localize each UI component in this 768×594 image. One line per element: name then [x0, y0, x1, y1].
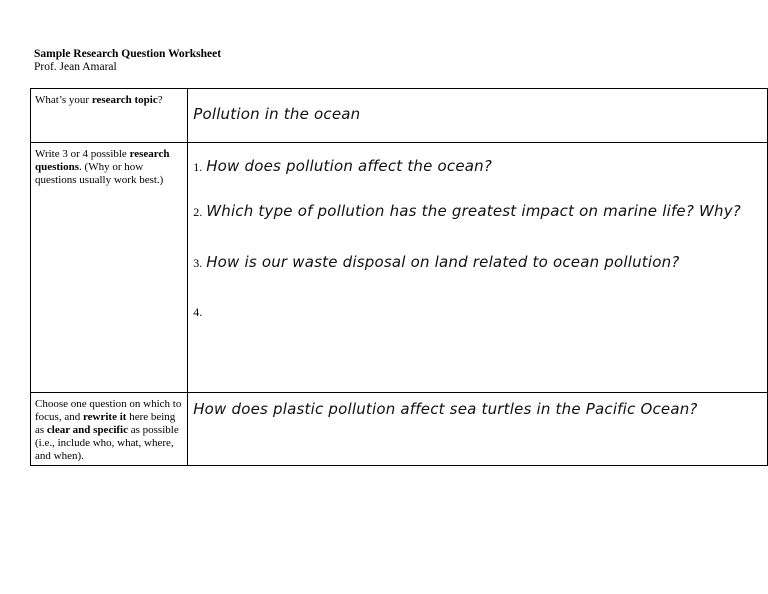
worksheet-title: Sample Research Question Worksheet — [34, 48, 222, 60]
question-item-4 — [193, 298, 767, 326]
worksheet-header — [34, 48, 221, 74]
question-item-1 — [193, 153, 767, 181]
worksheet-author: Prof. Jean Amaral — [34, 61, 117, 73]
question-number: 1. — [193, 160, 203, 174]
topic-answer: Pollution in the ocean — [193, 105, 361, 123]
questions-answer-cell[interactable] — [188, 143, 768, 393]
rewrite-answer-cell[interactable] — [188, 393, 768, 466]
rewrite-label: Choose one question on which to focus, and rewrite it here being as clear and specific as possible (i.e., include who, what, where, and when). — [31, 393, 188, 466]
topic-row — [31, 89, 768, 143]
topic-answer-cell[interactable] — [188, 89, 768, 143]
question-item-3 — [193, 249, 767, 277]
question-text: How does pollution affect the ocean? — [206, 157, 493, 175]
rewrite-answer: How does plastic pollution affect sea turtles in the Pacific Ocean? — [193, 400, 698, 418]
question-text: Which type of pollution has the greatest impact on marine life? Why? — [206, 202, 741, 220]
question-text: How is our waste disposal on land related to ocean pollution? — [206, 253, 680, 271]
questions-row — [31, 143, 768, 393]
questions-label: Write 3 or 4 possible research questions. (Why or how questions usually work best.) — [31, 143, 188, 393]
question-number: 4. — [193, 305, 203, 319]
question-number: 2. — [193, 205, 203, 219]
rewrite-row — [31, 393, 768, 466]
question-number: 3. — [193, 256, 203, 270]
question-item-2 — [193, 198, 767, 226]
worksheet-table — [30, 88, 768, 466]
topic-label: What’s your research topic? — [31, 89, 188, 143]
